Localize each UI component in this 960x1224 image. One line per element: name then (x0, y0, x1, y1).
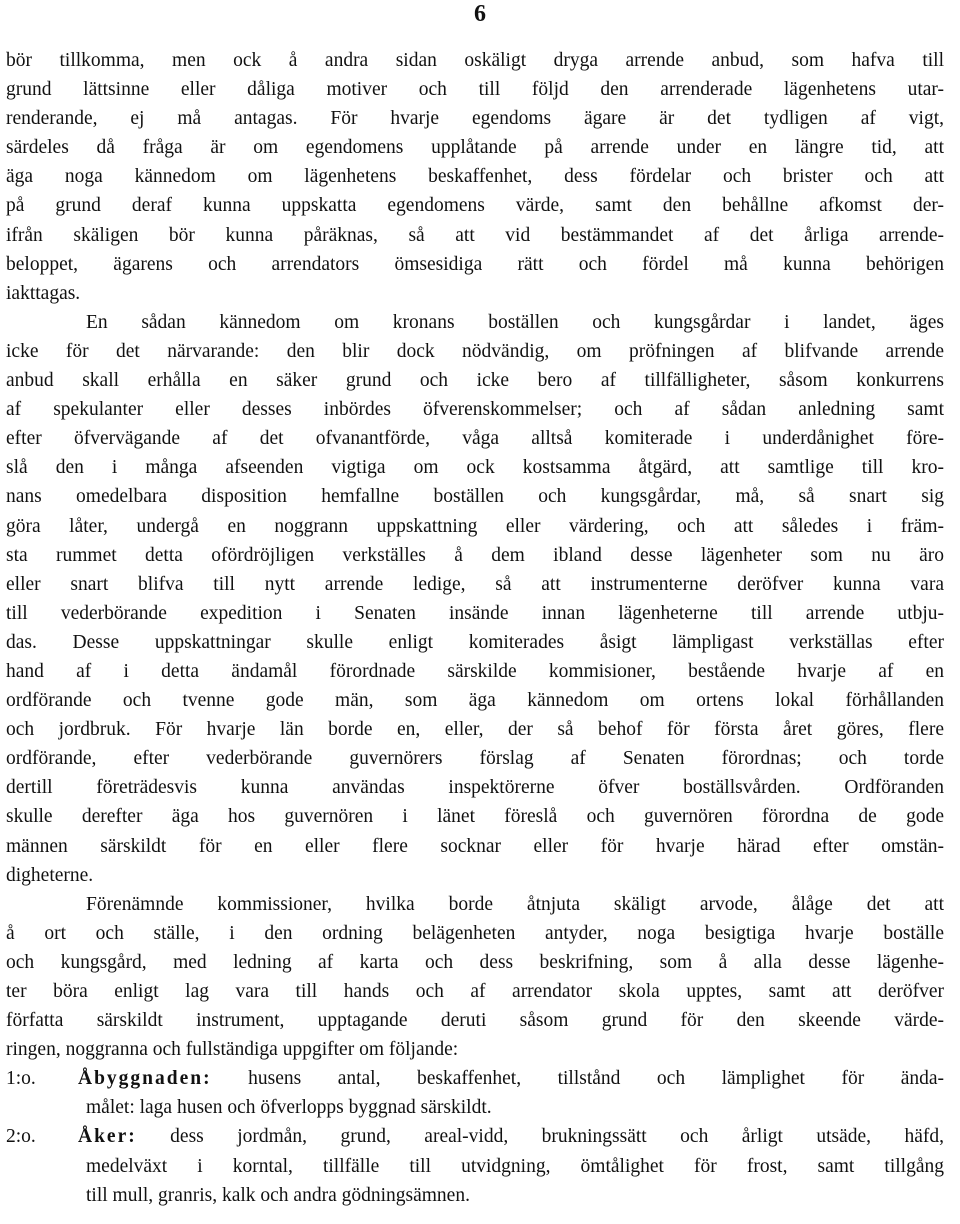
text-line: efter öfvervägande af det ofvanantförde, våga alltså komiterade i underdånighet före- (6, 428, 944, 450)
item-label: 1:o. (6, 1068, 36, 1090)
list-item-2 (6, 1122, 944, 1209)
text-line: skulle derefter äga hos guvernören i länet föreslå och guvernören förordna de gode (6, 806, 944, 828)
paragraph-3 (6, 890, 944, 1065)
text-line: af spekulanter eller desses inbördes öfverenskommelser; och af sådan anledning samt (6, 399, 944, 421)
item-label: 2:o. (6, 1126, 36, 1148)
text-line: ordförande och tvenne gode män, som äga kännedom om ortens lokal förhållanden (6, 690, 944, 712)
text-line: ordförande, efter vederbörande guvernörers förslag af Senaten förordnas; och torde (6, 748, 944, 770)
item-term: Åker: (78, 1126, 137, 1148)
text-line: nans omedelbara disposition hemfallne boställen och kungsgårdar, må, så snart sig (6, 486, 944, 508)
text-line: renderande, ej må antagas. För hvarje egendoms ägare är det tydligen af vigt, (6, 108, 944, 130)
text-line: iakttagas. (6, 282, 81, 304)
text-line (6, 1064, 944, 1093)
document-body (6, 46, 944, 1210)
item-text: husens antal, beskaffenhet, tillstånd och lämplighet för ända- (248, 1068, 945, 1090)
page-number: 6 (474, 1, 486, 27)
text-line (6, 1122, 944, 1151)
text-line: göra låter, undergå en noggrann uppskattning eller värdering, och att således i främ- (6, 515, 944, 537)
text-line: das. Desse uppskattningar skulle enligt komiterades åsigt lämpligast verkställas efter (6, 631, 944, 653)
list-item-1 (6, 1064, 944, 1122)
text-line: ter böra enligt lag vara till hands och af arrendator skola upptes, samt att deröfver (6, 981, 944, 1002)
text-line: Förenämnde kommissioner, hvilka borde åtnjuta skäligt arvode, ålåge det att (86, 893, 944, 915)
text-line: till vederbörande expedition i Senaten insände innan lägenheterne till arrende utbju- (6, 602, 944, 624)
text-line: på grund deraf kunna uppskatta egendomens värde, samt den behållne afkomst der- (6, 195, 944, 217)
text-line: dertill företrädesvis kunna användas inspektörerne öfver boställsvården. Ordföranden (6, 777, 944, 799)
text-line: beloppet, ägarens och arrendators ömsesidiga rätt och fördel må kunna behörigen (6, 253, 944, 275)
text-line: sta rummet detta ofördröjligen verkställes å dem ibland desse lägenheter som nu äro (6, 544, 944, 566)
text-line: och jordbruk. För hvarje län borde en, eller, der så behof för första året göres, flere (6, 719, 944, 741)
text-line: anbud skall erhålla en säker grund och icke bero af tillfälligheter, såsom konkurrens (6, 370, 944, 392)
text-line: ringen, noggranna och fullständiga uppgifter om följande: (6, 1039, 459, 1061)
text-line: männen särskildt för en eller flere socknar eller för hvarje härad efter omstän- (6, 835, 944, 857)
text-line: En sådan kännedom om kronans boställen och kungsgårdar i landet, äges (86, 311, 944, 333)
text-line: grund lättsinne eller dåliga motiver och till följd den arrenderade lägenhetens utar- (6, 79, 944, 101)
text-line: å ort och ställe, i den ordning belägenheten antyder, noga besigtiga hvarje boställe (6, 922, 944, 944)
text-line: bör tillkomma, men ock å andra sidan oskäligt dryga arrende anbud, som hafva till (6, 50, 944, 71)
text-line: slå den i många afseenden vigtiga om ock kostsamma åtgärd, att samtlige till kro- (6, 457, 944, 479)
text-line: och kungsgård, med ledning af karta och dess beskrifning, som å alla desse lägenhe- (6, 951, 944, 973)
text-line: författa särskildt instrument, upptagande deruti såsom grund för den skeende värde- (6, 1010, 944, 1032)
text-line: medelväxt i korntal, tillfälle till utvidgning, ömtålighet för frost, samt tillgång (86, 1155, 944, 1177)
item-term: Åbyggnaden: (78, 1068, 212, 1090)
paragraph-2 (6, 308, 944, 890)
item-text: dess jordmån, grund, areal-vidd, brukningssätt och årligt utsäde, häfd, (170, 1126, 944, 1148)
text-line: till mull, granris, kalk och andra gödningsämnen. (86, 1184, 470, 1206)
text-line: icke för det närvarande: den blir dock nödvändig, om pröfningen af blifvande arrende (6, 340, 944, 362)
text-line: eller snart blifva till nytt arrende ledige, så att instrumenterne deröfver kunna vara (6, 573, 944, 595)
paragraph-1 (6, 46, 944, 308)
text-line: ifrån skäligen bör kunna påräknas, så att vid bestämmandet af det årliga arrende- (6, 224, 944, 246)
text-line: digheterne. (6, 864, 94, 886)
text-line: särdeles då fråga är om egendomens upplåtande på arrende under en längre tid, att (6, 137, 944, 159)
text-line: äga noga kännedom om lägenhetens beskaffenhet, dess fördelar och brister och att (6, 166, 944, 188)
text-line: hand af i detta ändamål förordnade särskilde kommisioner, bestående hvarje af en (6, 660, 944, 682)
text-line: målet: laga husen och öfverlopps byggnad särskildt. (86, 1097, 492, 1119)
